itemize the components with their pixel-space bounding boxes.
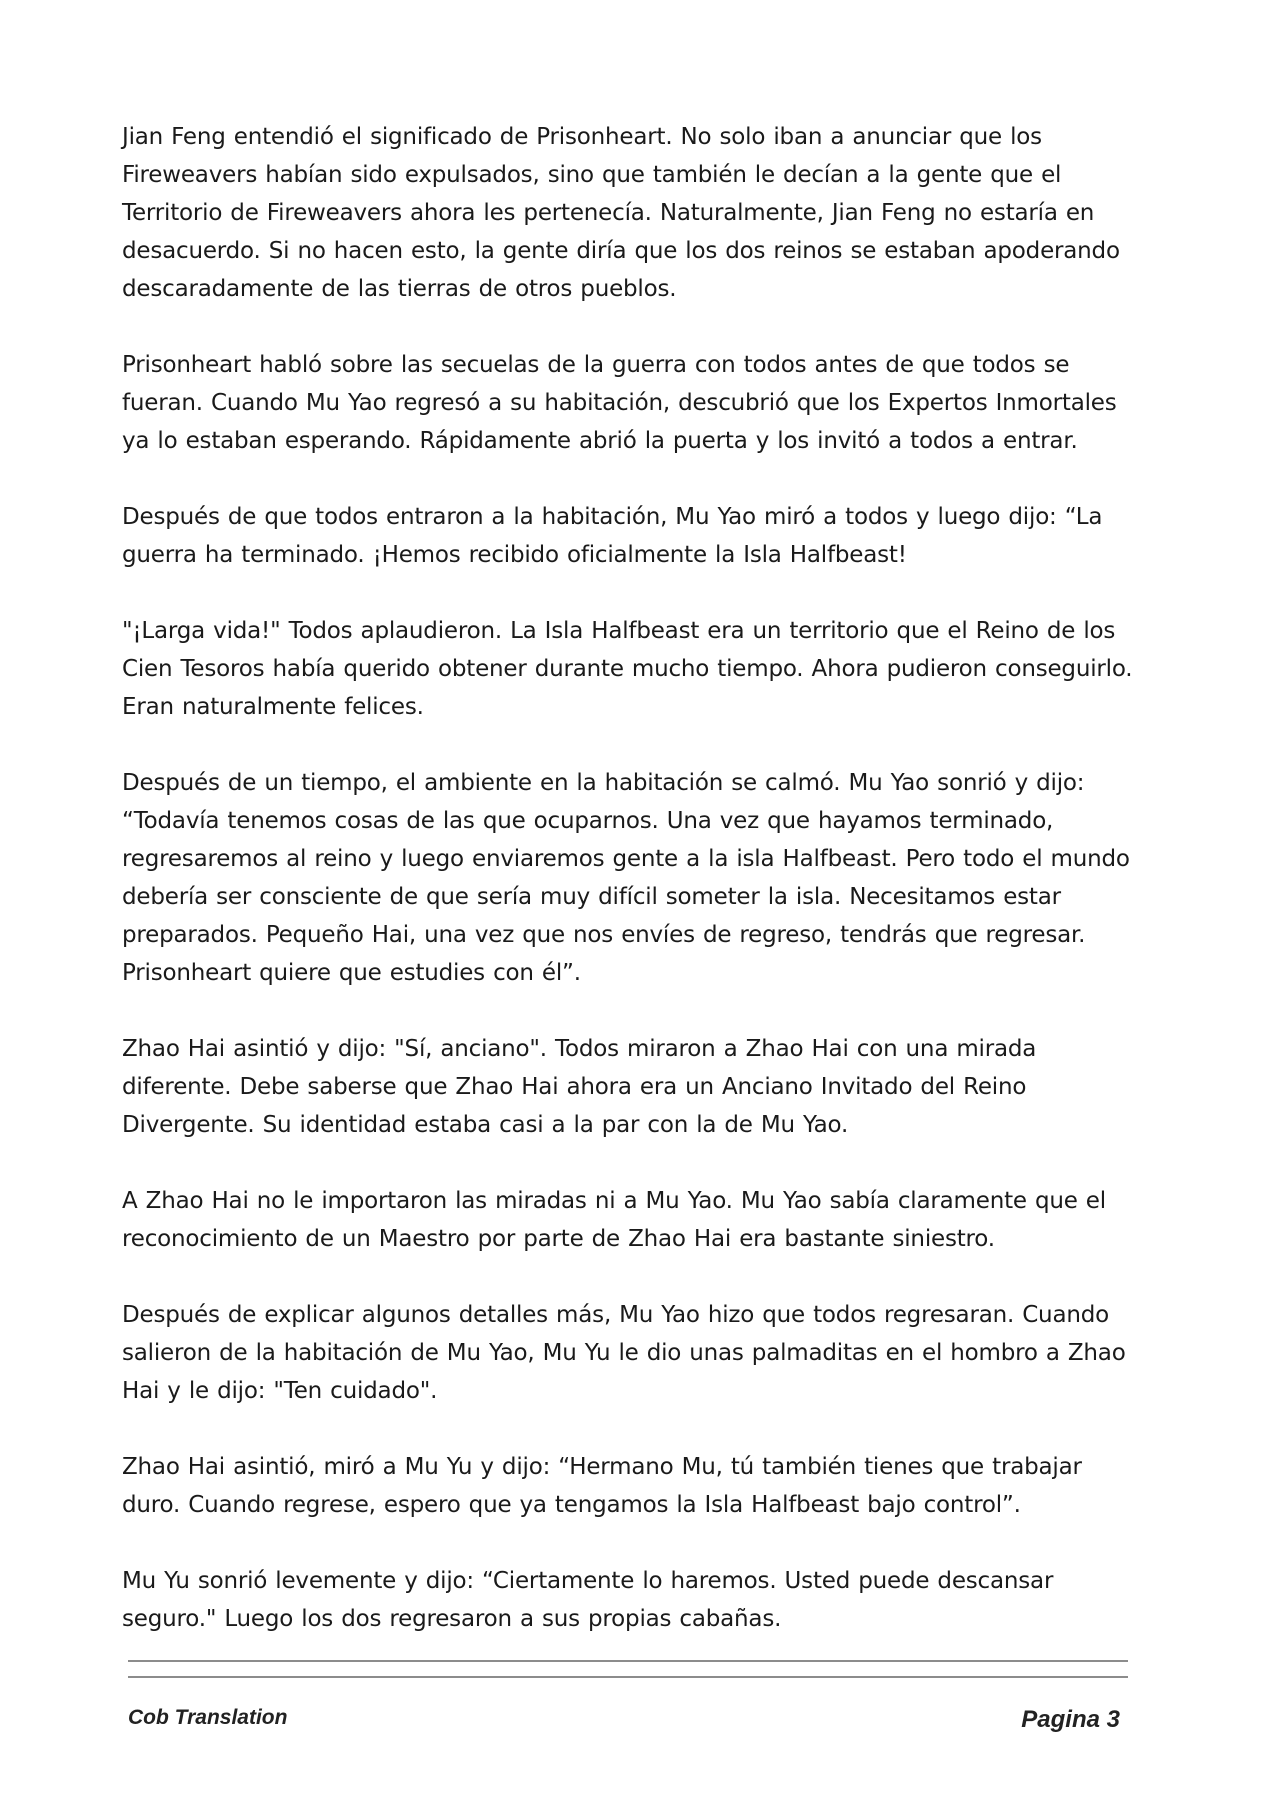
paragraph-10: Mu Yu sonrió levemente y dijo: “Ciertamente lo haremos. Usted puede descansar seguro." Luego los dos regresaron a sus propias cabañas.: [122, 1568, 1054, 1632]
paragraph-7: A Zhao Hai no le importaron las miradas ni a Mu Yao. Mu Yao sabía claramente que el reconocimiento de un Maestro por parte de Zhao Hai era bastante siniestro.: [122, 1188, 1106, 1252]
paragraph-6: Zhao Hai asintió y dijo: "Sí, anciano". Todos miraron a Zhao Hai con una mirada diferente. Debe saberse que Zhao Hai ahora era un Anciano Invitado del Reino Divergente. Su identidad estaba casi a la par con la de Mu Yao.: [122, 1036, 1037, 1138]
footer-divider-top: [128, 1660, 1128, 1662]
footer-translator-credit: Cob Translation: [128, 1706, 288, 1729]
body-text: [122, 118, 1142, 1676]
paragraph-1: Jian Feng entendió el significado de Prisonheart. No solo iban a anunciar que los Fireweavers habían sido expulsados, sino que también le decían a la gente que el Territorio de Fireweavers ahora les pertenecía. Naturalmente, Jian Feng no estaría en desacuerdo. Si no hacen esto, la gente diría que los dos reinos se estaban apoderando descaradamente de las tierras de otros pueblos.: [122, 124, 1120, 302]
footer-divider-bottom: [128, 1676, 1128, 1678]
paragraph-3: Después de que todos entraron a la habitación, Mu Yao miró a todos y luego dijo: “La guerra ha terminado. ¡Hemos recibido oficialmente la Isla Halfbeast!: [122, 504, 1103, 568]
paragraph-4: "¡Larga vida!" Todos aplaudieron. La Isla Halfbeast era un territorio que el Reino de los Cien Tesoros había querido obtener durante mucho tiempo. Ahora pudieron conseguirlo. Eran naturalmente felices.: [122, 618, 1133, 720]
paragraph-8: Después de explicar algunos detalles más, Mu Yao hizo que todos regresaran. Cuando salieron de la habitación de Mu Yao, Mu Yu le dio unas palmaditas en el hombro a Zhao Hai y le dijo: "Ten cuidado".: [122, 1302, 1126, 1404]
paragraph-5: Después de un tiempo, el ambiente en la habitación se calmó. Mu Yao sonrió y dijo: “Todavía tenemos cosas de las que ocuparnos. Una vez que hayamos terminado, regresaremos al reino y luego enviaremos gente a la isla Halfbeast. Pero todo el mundo debería ser consciente de que sería muy difícil someter la isla. Necesitamos estar preparados. Pequeño Hai, una vez que nos envíes de regreso, tendrás que regresar. Prisonheart quiere que estudies con él”.: [122, 770, 1130, 986]
paragraph-2: Prisonheart habló sobre las secuelas de la guerra con todos antes de que todos se fueran. Cuando Mu Yao regresó a su habitación, descubrió que los Expertos Inmortales ya lo estaban esperando. Rápidamente abrió la puerta y los invitó a todos a entrar.: [122, 352, 1117, 454]
footer-page-number: Pagina 3: [1021, 1706, 1120, 1733]
paragraph-9: Zhao Hai asintió, miró a Mu Yu y dijo: “Hermano Mu, tú también tienes que trabajar duro. Cuando regrese, espero que ya tengamos la Isla Halfbeast bajo control”.: [122, 1454, 1082, 1518]
